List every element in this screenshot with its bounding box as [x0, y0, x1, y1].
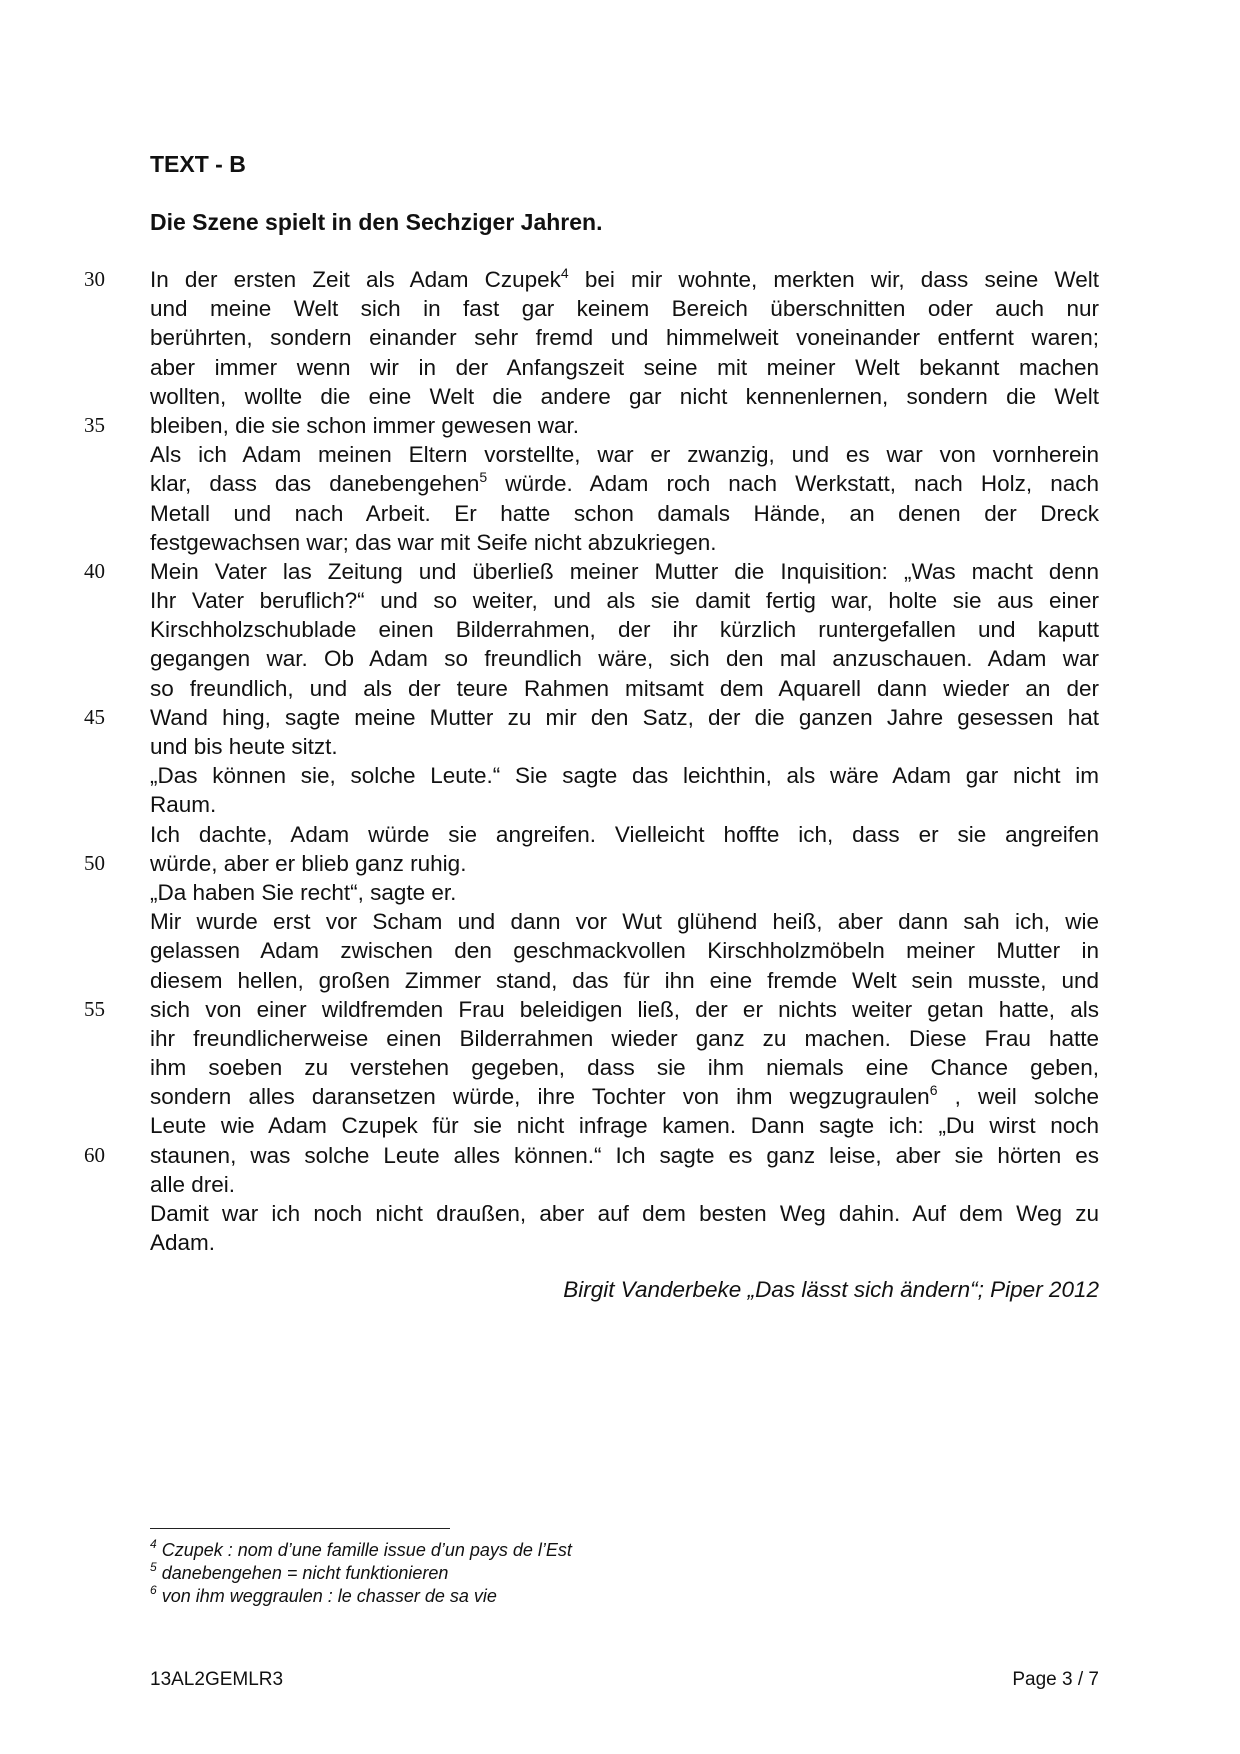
line-text: festgewachsen war; das war mit Seife nicht abzukriegen.: [150, 529, 717, 555]
line-text: Raum.: [150, 792, 217, 818]
passage-line: [150, 966, 1099, 995]
line-text: Ich dachte, Adam würde sie angreifen. Vielleicht hoffte ich, dass er sie angreifen: [150, 821, 1099, 847]
line-number: 35: [84, 412, 105, 437]
passage-line: [150, 820, 1099, 849]
line-text: „Da haben Sie recht“, sagte er.: [150, 879, 457, 905]
passage-line: [150, 353, 1099, 382]
line-text: ihm soeben zu verstehen gegeben, dass sie ihm niemals eine Chance geben,: [150, 1055, 1099, 1081]
passage-line: [84, 849, 1099, 878]
passage-line: [150, 878, 1099, 907]
line-text: sich von einer wildfremden Frau beleidigen ließ, der er nichts weiter getan hatte, als: [150, 996, 1099, 1022]
line-number: 40: [84, 558, 105, 583]
line-text: staunen, was solche Leute alles können.“ Ich sagte es ganz leise, aber sie hörten es: [150, 1142, 1099, 1168]
passage-line: [84, 995, 1099, 1024]
line-text: würde, aber er blieb ganz ruhig.: [150, 850, 467, 876]
line-text: würde. Adam roch nach Werkstatt, nach Holz, nach: [487, 471, 1099, 497]
passage-line: [150, 644, 1099, 673]
footnote-text: danebengehen = nicht funktionieren: [161, 1563, 449, 1583]
footnote-number: 4: [150, 1537, 157, 1551]
passage-line: [150, 440, 1099, 469]
passage-line: [84, 703, 1099, 732]
line-text: Mein Vater las Zeitung und überließ meiner Mutter die Inquisition: „Was macht denn: [150, 558, 1099, 584]
footnote: [150, 1562, 572, 1585]
passage-line: [150, 1082, 1099, 1111]
passage-line: [150, 528, 1099, 557]
passage-line: [150, 1170, 1099, 1199]
passage-line: [150, 761, 1099, 790]
footnote-marker: 5: [479, 469, 488, 486]
footnote-number: 5: [150, 1560, 157, 1574]
passage-line: [150, 674, 1099, 703]
footnote-text: von ihm weggraulen : le chasser de sa vie: [161, 1586, 497, 1606]
line-text: bei mir wohnte, merkten wir, dass seine Welt: [568, 267, 1099, 292]
line-number: 60: [84, 1142, 105, 1167]
passage-line: [150, 790, 1099, 819]
passage-line: [150, 1228, 1099, 1257]
footnote-marker: 4: [560, 265, 569, 281]
line-text: berührten, sondern einander sehr fremd und himmelweit voneinander entfernt waren;: [150, 325, 1099, 351]
line-number: 50: [84, 850, 105, 875]
line-text: Wand hing, sagte meine Mutter zu mir den Satz, der die ganzen Jahre gesessen hat: [150, 704, 1099, 730]
line-text: und bis heute sitzt.: [150, 734, 338, 759]
passage-line: [150, 1199, 1099, 1228]
line-number: 55: [84, 996, 105, 1021]
scene-intro: Die Szene spielt in den Sechziger Jahren.: [150, 209, 603, 235]
line-text: , weil solche: [937, 1084, 1099, 1110]
line-text: Als ich Adam meinen Eltern vorstellte, war er zwanzig, und es war von vornherein: [150, 442, 1099, 468]
line-number: 45: [84, 704, 105, 729]
line-number: 30: [84, 267, 105, 291]
line-text: Mir wurde erst vor Scham und dann vor Wut glühend heiß, aber dann sah ich, wie: [150, 909, 1099, 935]
line-text: gelassen Adam zwischen den geschmackvollen Kirschholzmöbeln meiner Mutter in: [150, 938, 1099, 964]
passage-line: [150, 499, 1099, 528]
passage-line: [150, 1053, 1099, 1082]
passage-line: [84, 557, 1099, 586]
passage-line: [84, 411, 1099, 440]
line-text: aber immer wenn wir in der Anfangszeit seine mit meiner Welt bekannt machen: [150, 354, 1099, 380]
passage-line: [150, 469, 1099, 498]
footnote-number: 6: [150, 1583, 157, 1597]
line-text: gegangen war. Ob Adam so freundlich wäre, sich den mal anzuschauen. Adam war: [150, 646, 1099, 672]
line-text: Leute wie Adam Czupek für sie nicht infrage kamen. Dann sagte ich: „Du wirst noch: [150, 1113, 1099, 1139]
passage-line: [84, 265, 1099, 294]
footnote-marker: 6: [929, 1082, 938, 1099]
page-number: Page 3 / 7: [1012, 1669, 1099, 1690]
passage-line: [150, 586, 1099, 615]
line-text: diesem hellen, großen Zimmer stand, das für ihn eine fremde Welt sein musste, und: [150, 967, 1099, 993]
footnote: [150, 1539, 572, 1562]
line-text: Adam.: [150, 1230, 216, 1256]
line-text: In der ersten Zeit als Adam Czupek: [150, 267, 561, 292]
line-text: Kirschholzschublade einen Bilderrahmen, der ihr kürzlich runtergefallen und kaputt: [150, 617, 1099, 643]
line-text: Damit war ich noch nicht draußen, aber auf dem besten Weg dahin. Auf dem Weg zu: [150, 1201, 1099, 1226]
line-text: alle drei.: [150, 1171, 236, 1197]
passage-line: [150, 382, 1099, 411]
document-code: 13AL2GEMLR3: [150, 1669, 284, 1690]
passage-line: [150, 907, 1099, 936]
line-text: ihr freundlicherweise einen Bilderrahmen wieder ganz zu machen. Diese Frau hatte: [150, 1025, 1099, 1051]
line-text: so freundlich, und als der teure Rahmen mitsamt dem Aquarell dann wieder an der: [150, 675, 1099, 701]
line-text: wollten, wollte die eine Welt die andere gar nicht kennenlernen, sondern die Welt: [150, 383, 1099, 409]
line-text: Ihr Vater beruflich?“ und so weiter, und als sie damit fertig war, holte sie aus einer: [150, 588, 1099, 614]
passage-line: [150, 732, 1099, 761]
line-text: sondern alles daransetzen würde, ihre Tochter von ihm wegzugraulen: [150, 1084, 930, 1110]
source-citation: Birgit Vanderbeke „Das lässt sich ändern“; Piper 2012: [563, 1277, 1099, 1302]
line-text: bleiben, die sie schon immer gewesen war.: [150, 412, 579, 438]
text-passage: [84, 265, 1099, 1257]
passage-line: [84, 1141, 1099, 1170]
passage-line: [150, 1111, 1099, 1140]
line-text: klar, dass das danebengehen: [150, 471, 480, 497]
passage-line: [150, 294, 1099, 323]
footnote: [150, 1585, 572, 1608]
passage-line: [150, 323, 1099, 352]
section-title: TEXT - B: [150, 151, 246, 177]
passage-line: [150, 936, 1099, 965]
line-text: Metall und nach Arbeit. Er hatte schon damals Hände, an denen der Dreck: [150, 500, 1099, 526]
passage-line: [150, 615, 1099, 644]
footnote-text: Czupek : nom d’une famille issue d’un pays de l’Est: [161, 1540, 572, 1560]
line-text: und meine Welt sich in fast gar keinem Bereich überschnitten oder auch nur: [150, 296, 1099, 322]
footnote-divider: [150, 1528, 450, 1529]
line-text: „Das können sie, solche Leute.“ Sie sagte das leichthin, als wäre Adam gar nicht im: [150, 763, 1099, 789]
passage-line: [150, 1024, 1099, 1053]
footnotes: [150, 1539, 572, 1608]
